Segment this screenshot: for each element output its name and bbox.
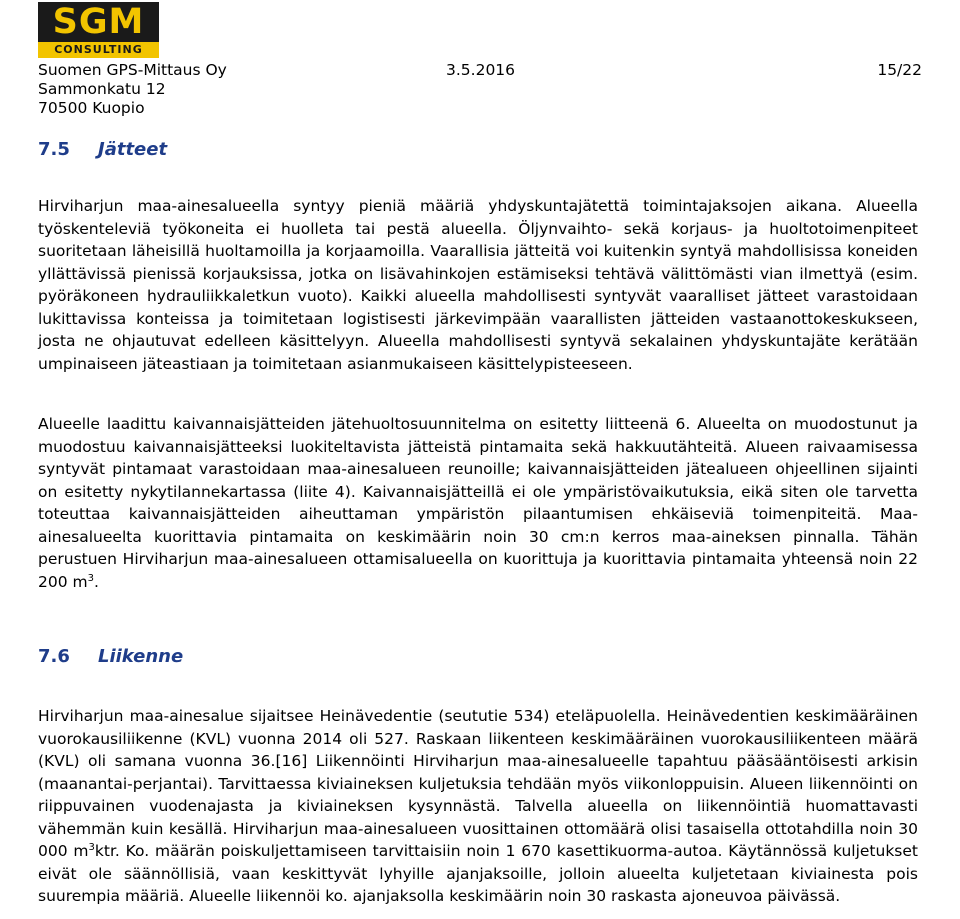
company-name: Suomen GPS-Mittaus Oy [38, 61, 227, 79]
company-logo [38, 2, 159, 58]
company-street: Sammonkatu 12 [38, 80, 166, 98]
section-title: Liikenne [98, 646, 184, 667]
superscript: 3 [87, 572, 94, 584]
page-number: 15/22 [877, 61, 922, 79]
paragraph-tail: . [94, 572, 99, 591]
logo-sub-text: CONSULTING [38, 42, 159, 58]
paragraph-text: Hirviharjun maa-ainesalue sijaitsee Heinävedentie (seututie 534) eteläpuolella. Heinävedentien keskimääräinen vuorokausiliikenne (KVL) vuonna 2014 oli 527. Raskaan liikenteen keskimääräinen vuorokausiliikenteen määrä (KVL) oli samana vuonna 36.[16] Liikennöinti Hirviharjun maa-ainesalueelle tapahtuu pääsääntöisesti arkisin (maanantai-perjantai). Tarvittaessa kiviaineksen kuljetuksia tehdään myös viikonloppuisin. Alueen liikennöinti on riippuvainen vuodenajasta ja kiviaineksen kysynnästä. Talvella alueella on liikennöintiä huomattavasti vähemmän kuin kesällä. Hirviharjun maa-ainesalueen vuosittainen ottomäärä olisi tasaisella ottotahdilla noin 30 000 m [38, 707, 918, 860]
paragraph-tail: ktr. Ko. määrän poiskuljettamiseen tarvittaisiin noin 1 670 kasettikuorma-autoa. Käytännössä kuljetukset eivät ole säännöllisiä, vaan keskittyvät lyhyille ajanjaksoille, jolloin alueelta kuljetetaan kiviainesta pois suurempia määriä. Alueelle liikennöi ko. ajanjaksolla keskimäärin noin 30 raskasta ajoneuvoa päivässä. [38, 842, 918, 905]
paragraph-jatteet-1: Hirviharjun maa-ainesalueella syntyy pieniä määriä yhdyskuntajätettä toimintajaksojen aikana. Alueella työskenteleviä työkoneita ei huolleta tai pestä alueella. Öljynvaihto- sekä korjaus- ja huoltotoimenpiteet suoritetaan läheisillä huoltamoilla ja korjaamoilla. Vaarallisia jätteitä voi kuitenkin syntyä mahdollisissa koneiden yllättävissä pienissä korjauksissa, jotka on lisävahinkojen estämiseksi tehtävä välittömästi vian ilmettyä (esim. pyöräkoneen hydrauliikkaletkun vuoto). Kaikki alueella mahdollisesti syntyvät vaaralliset jätteet varastoidaan lukittavissa konteissa ja toimitetaan logistisesti järkevimpään vaarallisten jätteiden vastaanottokeskukseen, josta ne ohjautuvat edelleen käsittelyyn. Alueella mahdollisesti syntyvä sekalainen yhdyskuntajäte kerätään umpinaiseen jäteastiaan ja toimitetaan asianmukaiseen käsittelypisteeseen. [38, 197, 918, 373]
logo-main-text: SGM [52, 2, 145, 42]
document-date: 3.5.2016 [446, 61, 516, 79]
paragraph-liikenne-1 [38, 705, 918, 908]
superscript: 3 [88, 842, 95, 853]
section-heading-jatteet [38, 139, 167, 160]
paragraph-jatteet-2 [38, 413, 918, 593]
paragraph-text: Alueelle laadittu kaivannaisjätteiden jätehuoltosuunnitelma on esitetty liitteenä 6. Alueelta on muodostunut ja muodostuu kaivannaisjätteeksi luokiteltavista jätteistä pintamaita sekä hakkuutähteitä. Alueen raivaamisessa syntyvät pintamaat varastoidaan maa-ainesalueen reunoille; kaivannaisjätteiden jätealueen ohjeellinen sijainti on esitetty nykytilannekartassa (liite 4). Kaivannaisjätteillä ei ole ympäristövaikutuksia, eikä siten ole tarvetta toteuttaa kaivannaisjätteiden aiheuttaman ympäristön pilaantumisen ehkäiseviä toimenpiteitä. Maa-ainesalueelta kuorittavia pintamaita on keskimäärin noin 30 cm:n kerros maa-aineksen pinnalla. Tähän perustuen Hirviharjun maa-ainesalueen ottamisalueella on kuorittuja ja kuorittavia pintamaita yhteensä noin 22 200 m [38, 415, 918, 591]
section-number: 7.5 [38, 139, 70, 160]
section-number: 7.6 [38, 646, 70, 667]
section-heading-liikenne [38, 646, 183, 667]
company-city: 70500 Kuopio [38, 99, 145, 117]
section-title: Jätteet [98, 139, 168, 160]
